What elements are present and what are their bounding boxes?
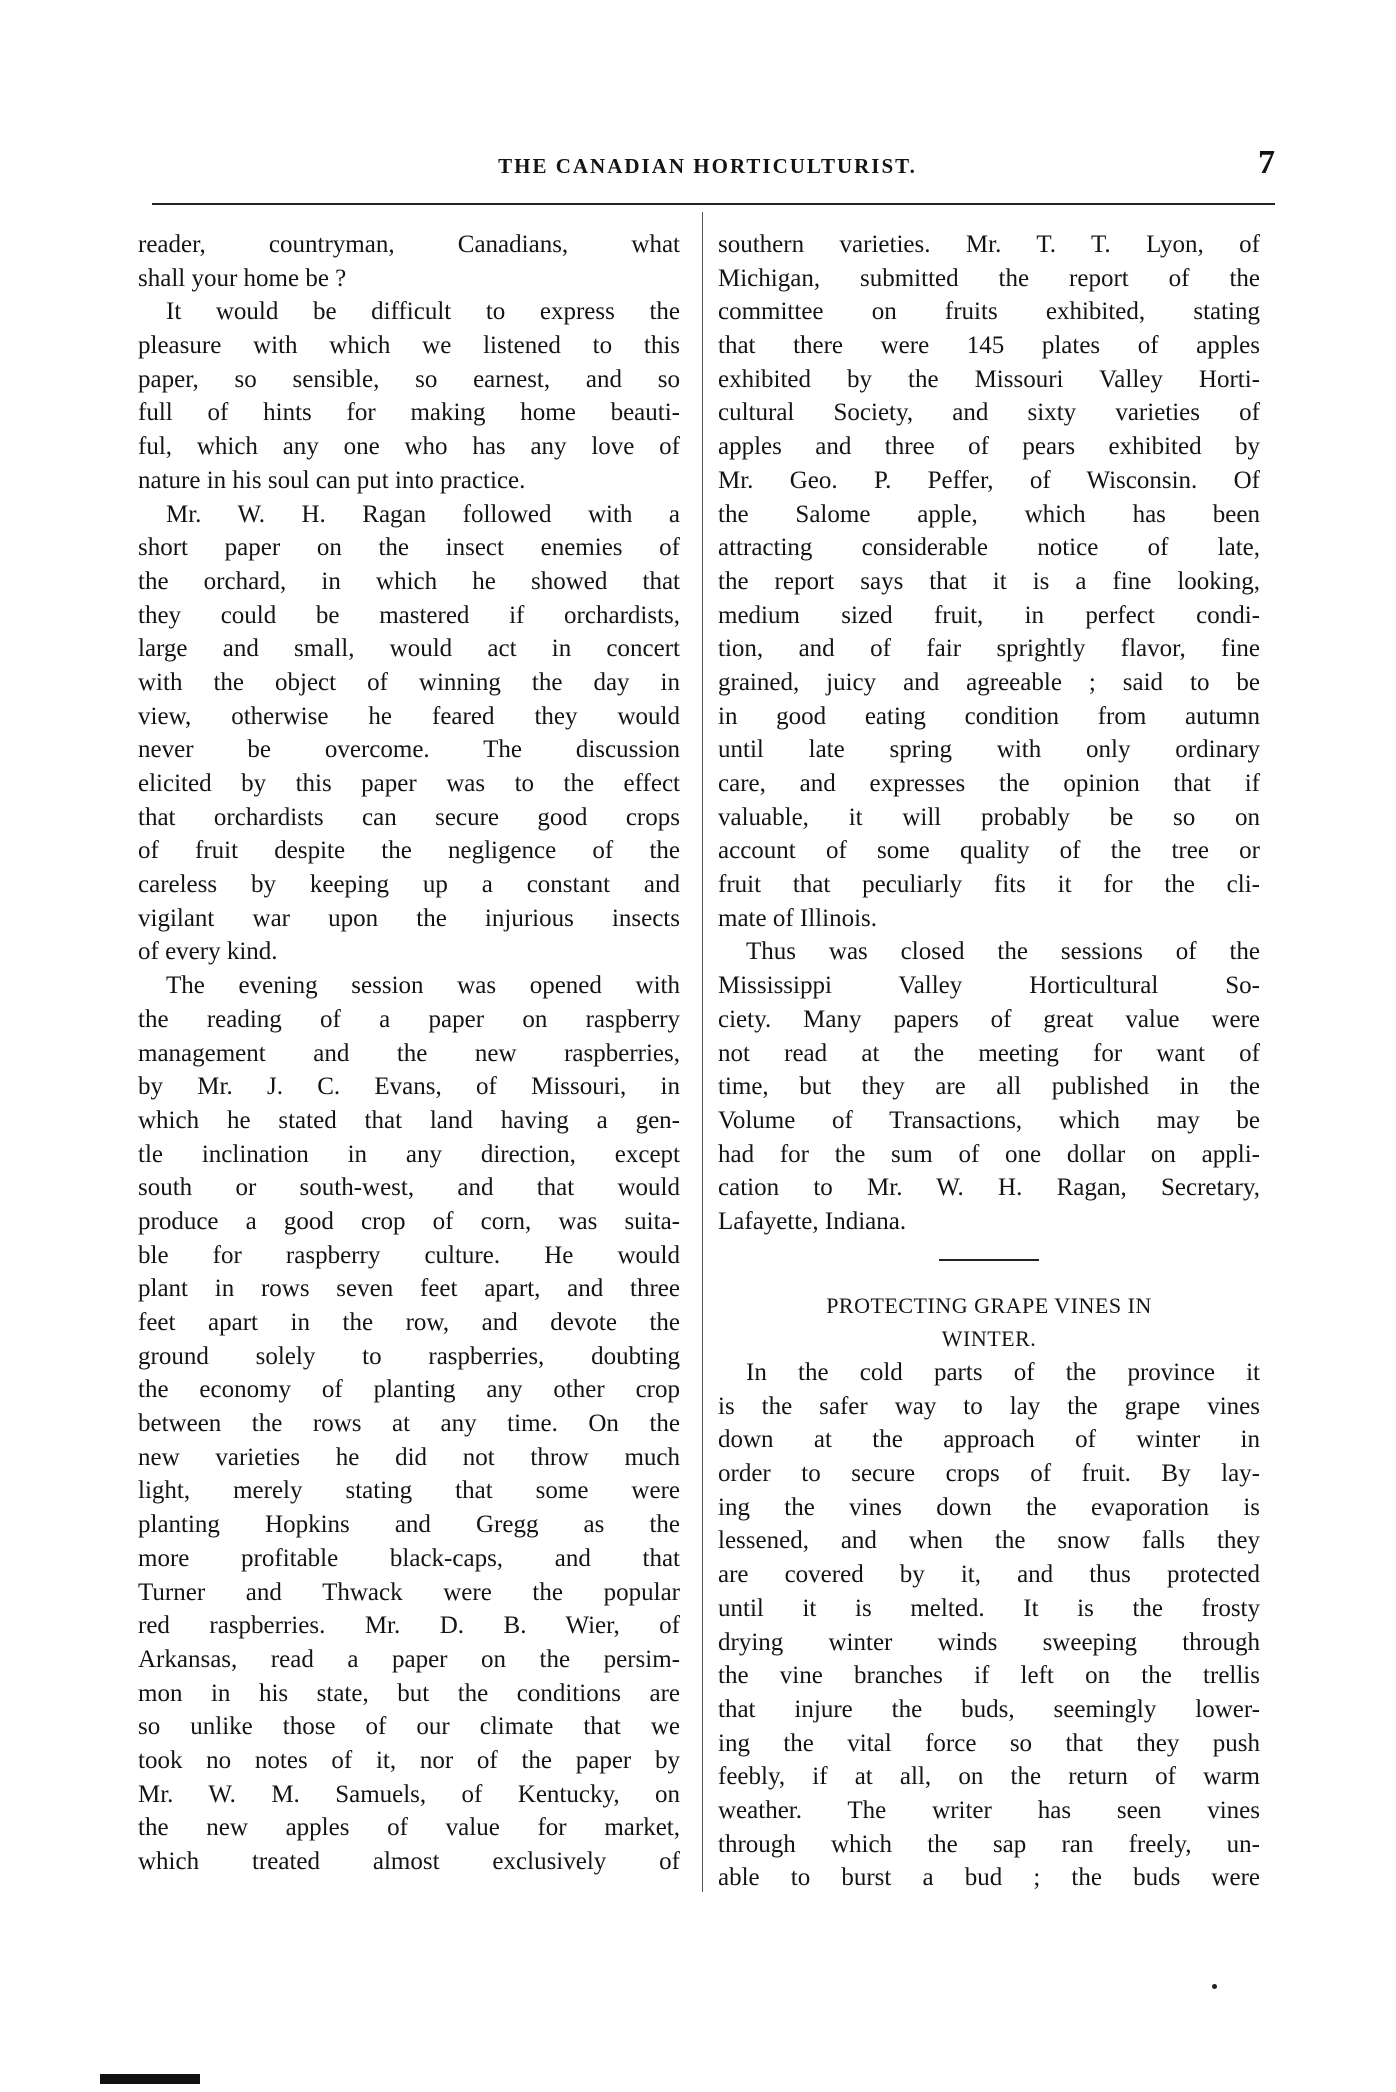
journal-title: THE CANADIAN HORTICULTURIST. xyxy=(498,154,917,178)
text-line: PROTECTING GRAPE VINES IN xyxy=(826,1292,1152,1318)
text-line: vigilant war upon the injurious insects xyxy=(138,904,680,932)
text-line: never be overcome. The discussion xyxy=(138,736,680,764)
text-line: ciety. Many papers of great value were xyxy=(718,1005,1260,1033)
text-line: pleasure with which we listened to this xyxy=(138,332,680,360)
text-line: in good eating condition from autumn xyxy=(718,702,1260,730)
text-line: so unlike those of our climate that we xyxy=(138,1713,680,1741)
text-line: ing the vines down the evaporation is xyxy=(718,1493,1260,1521)
text-line: Turner and Thwack were the popular xyxy=(138,1578,680,1606)
text-line: the economy of planting any other crop xyxy=(138,1376,680,1404)
text-line: south or south-west, and that would xyxy=(138,1174,680,1202)
text-line: attracting considerable notice of late, xyxy=(718,534,1260,562)
text-line: the vine branches if left on the trellis xyxy=(718,1662,1260,1690)
text-line: time, but they are all published in the xyxy=(718,1073,1260,1101)
text-line: planting Hopkins and Gregg as the xyxy=(138,1511,680,1539)
text-line: committee on fruits exhibited, stating xyxy=(718,298,1260,326)
text-line: mon in his state, but the conditions are xyxy=(138,1679,680,1707)
text-line: account of some quality of the tree or xyxy=(718,837,1260,865)
text-line: ground solely to raspberries, doubting xyxy=(138,1342,680,1370)
grape-vines-text xyxy=(718,1356,1260,1895)
text-line: of fruit despite the negligence of the xyxy=(138,837,680,865)
text-line: short paper on the insect enemies of xyxy=(138,534,680,562)
text-line: WINTER. xyxy=(941,1326,1037,1352)
text-line: that injure the buds, seemingly lower- xyxy=(718,1695,1260,1723)
text-line: down at the approach of winter in xyxy=(718,1426,1260,1454)
text-line: mate of Illinois. xyxy=(718,904,877,932)
text-line: they could be mastered if orchardists, xyxy=(138,601,680,629)
text-line: Mr. W. H. Ragan followed with a xyxy=(166,500,680,528)
text-line: view, otherwise he feared they would xyxy=(138,702,680,730)
text-line: the report says that it is a fine looking, xyxy=(718,567,1260,595)
text-line: not read at the meeting for want of xyxy=(718,1039,1260,1067)
left-column xyxy=(138,228,680,1879)
text-line: large and small, would act in concert xyxy=(138,635,680,663)
text-line: new varieties he did not throw much xyxy=(138,1443,680,1471)
text-line: order to secure crops of fruit. By lay- xyxy=(718,1460,1260,1488)
text-line: produce a good crop of corn, was suita- xyxy=(138,1207,680,1235)
text-line: are covered by it, and thus protected xyxy=(718,1561,1260,1589)
text-line: which he stated that land having a gen- xyxy=(138,1106,680,1134)
text-line: southern varieties. Mr. T. T. Lyon, of xyxy=(718,231,1260,258)
section-divider xyxy=(939,1259,1039,1261)
running-head xyxy=(140,144,1275,188)
text-line: In the cold parts of the province it xyxy=(746,1359,1260,1386)
text-line: that there were 145 plates of apples xyxy=(718,332,1260,360)
column-divider xyxy=(702,212,703,1892)
text-line: full of hints for making home beauti- xyxy=(138,399,680,427)
text-line: by Mr. J. C. Evans, of Missouri, in xyxy=(138,1073,680,1101)
right-column xyxy=(718,228,1260,1895)
text-line: cation to Mr. W. H. Ragan, Secretary, xyxy=(718,1174,1260,1202)
text-line: Thus was closed the sessions of the xyxy=(746,938,1260,966)
text-line: apples and three of pears exhibited by xyxy=(718,433,1260,461)
text-line: until it is melted. It is the frosty xyxy=(718,1594,1260,1622)
text-line: tion, and of fair sprightly flavor, fine xyxy=(718,635,1260,663)
text-line: tle inclination in any direction, except xyxy=(138,1140,680,1168)
scan-edge-mark xyxy=(100,2074,200,2084)
page-number: 7 xyxy=(1258,144,1275,181)
text-line: ful, which any one who has any love of xyxy=(138,433,680,461)
text-line: Lafayette, Indiana. xyxy=(718,1207,907,1235)
text-line: nature in his soul can put into practice. xyxy=(138,466,526,494)
text-line: the new apples of value for market, xyxy=(138,1814,680,1842)
ink-speck xyxy=(1212,1984,1217,1989)
text-line: Arkansas, read a paper on the persim- xyxy=(138,1645,680,1673)
text-line: which treated almost exclusively of xyxy=(138,1848,680,1875)
text-line: shall your home be ? xyxy=(138,264,347,292)
text-line: drying winter winds sweeping through xyxy=(718,1628,1260,1656)
text-line: careless by keeping up a constant and xyxy=(138,871,680,899)
text-line: Mississippi Valley Horticultural So- xyxy=(718,972,1260,1000)
text-line: able to burst a bud ; the buds were xyxy=(718,1864,1260,1892)
text-line: The evening session was opened with xyxy=(166,972,680,1000)
text-line: weather. The writer has seen vines xyxy=(718,1796,1260,1824)
header-rule xyxy=(152,203,1275,205)
text-line: Michigan, submitted the report of the xyxy=(718,264,1260,292)
text-line: elicited by this paper was to the effect xyxy=(138,770,680,797)
text-line: of every kind. xyxy=(138,938,278,966)
text-line: fruit that peculiarly fits it for the cli- xyxy=(718,871,1260,899)
text-line: paper, so sensible, so earnest, and so xyxy=(138,365,680,393)
text-line: red raspberries. Mr. D. B. Wier, of xyxy=(138,1612,680,1640)
text-line: through which the sap ran freely, un- xyxy=(718,1830,1260,1858)
text-line: Mr. W. M. Samuels, of Kentucky, on xyxy=(138,1780,680,1808)
text-line: reader, countryman, Canadians, what xyxy=(138,231,680,258)
text-line: plant in rows seven feet apart, and three xyxy=(138,1275,680,1303)
text-line: more profitable black-caps, and that xyxy=(138,1544,680,1572)
text-line: had for the sum of one dollar on appli- xyxy=(718,1140,1260,1168)
text-line: between the rows at any time. On the xyxy=(138,1410,680,1438)
text-line: the Salome apple, which has been xyxy=(718,500,1260,528)
section-heading xyxy=(718,1289,1260,1356)
text-line: is the safer way to lay the grape vines xyxy=(718,1392,1260,1420)
mississippi-report-text xyxy=(718,228,1260,1239)
text-line: feebly, if at all, on the return of warm xyxy=(718,1763,1260,1791)
text-line: care, and expresses the opinion that if xyxy=(718,770,1260,797)
text-line: lessened, and when the snow falls they xyxy=(718,1527,1260,1555)
text-line: It would be difficult to express the xyxy=(166,298,680,326)
text-line: Mr. Geo. P. Peffer, of Wisconsin. Of xyxy=(718,466,1260,494)
text-line: until late spring with only ordinary xyxy=(718,736,1260,764)
text-line: that orchardists can secure good crops xyxy=(138,803,680,831)
text-line: ble for raspberry culture. He would xyxy=(138,1241,680,1269)
text-line: with the object of winning the day in xyxy=(138,668,680,696)
text-line: ing the vital force so that they push xyxy=(718,1729,1260,1757)
text-line: cultural Society, and sixty varieties of xyxy=(718,399,1260,427)
text-line: the orchard, in which he showed that xyxy=(138,567,680,595)
text-line: medium sized fruit, in perfect condi- xyxy=(718,601,1260,629)
text-line: light, merely stating that some were xyxy=(138,1477,680,1505)
text-line: grained, juicy and agreeable ; said to be xyxy=(718,668,1260,696)
text-line: management and the new raspberries, xyxy=(138,1039,680,1067)
text-line: valuable, it will probably be so on xyxy=(718,803,1260,831)
text-line: took no notes of it, nor of the paper by xyxy=(138,1746,680,1774)
text-line: exhibited by the Missouri Valley Horti- xyxy=(718,365,1260,393)
text-line: the reading of a paper on raspberry xyxy=(138,1005,680,1033)
text-line: feet apart in the row, and devote the xyxy=(138,1309,680,1336)
text-line: Volume of Transactions, which may be xyxy=(718,1106,1260,1134)
